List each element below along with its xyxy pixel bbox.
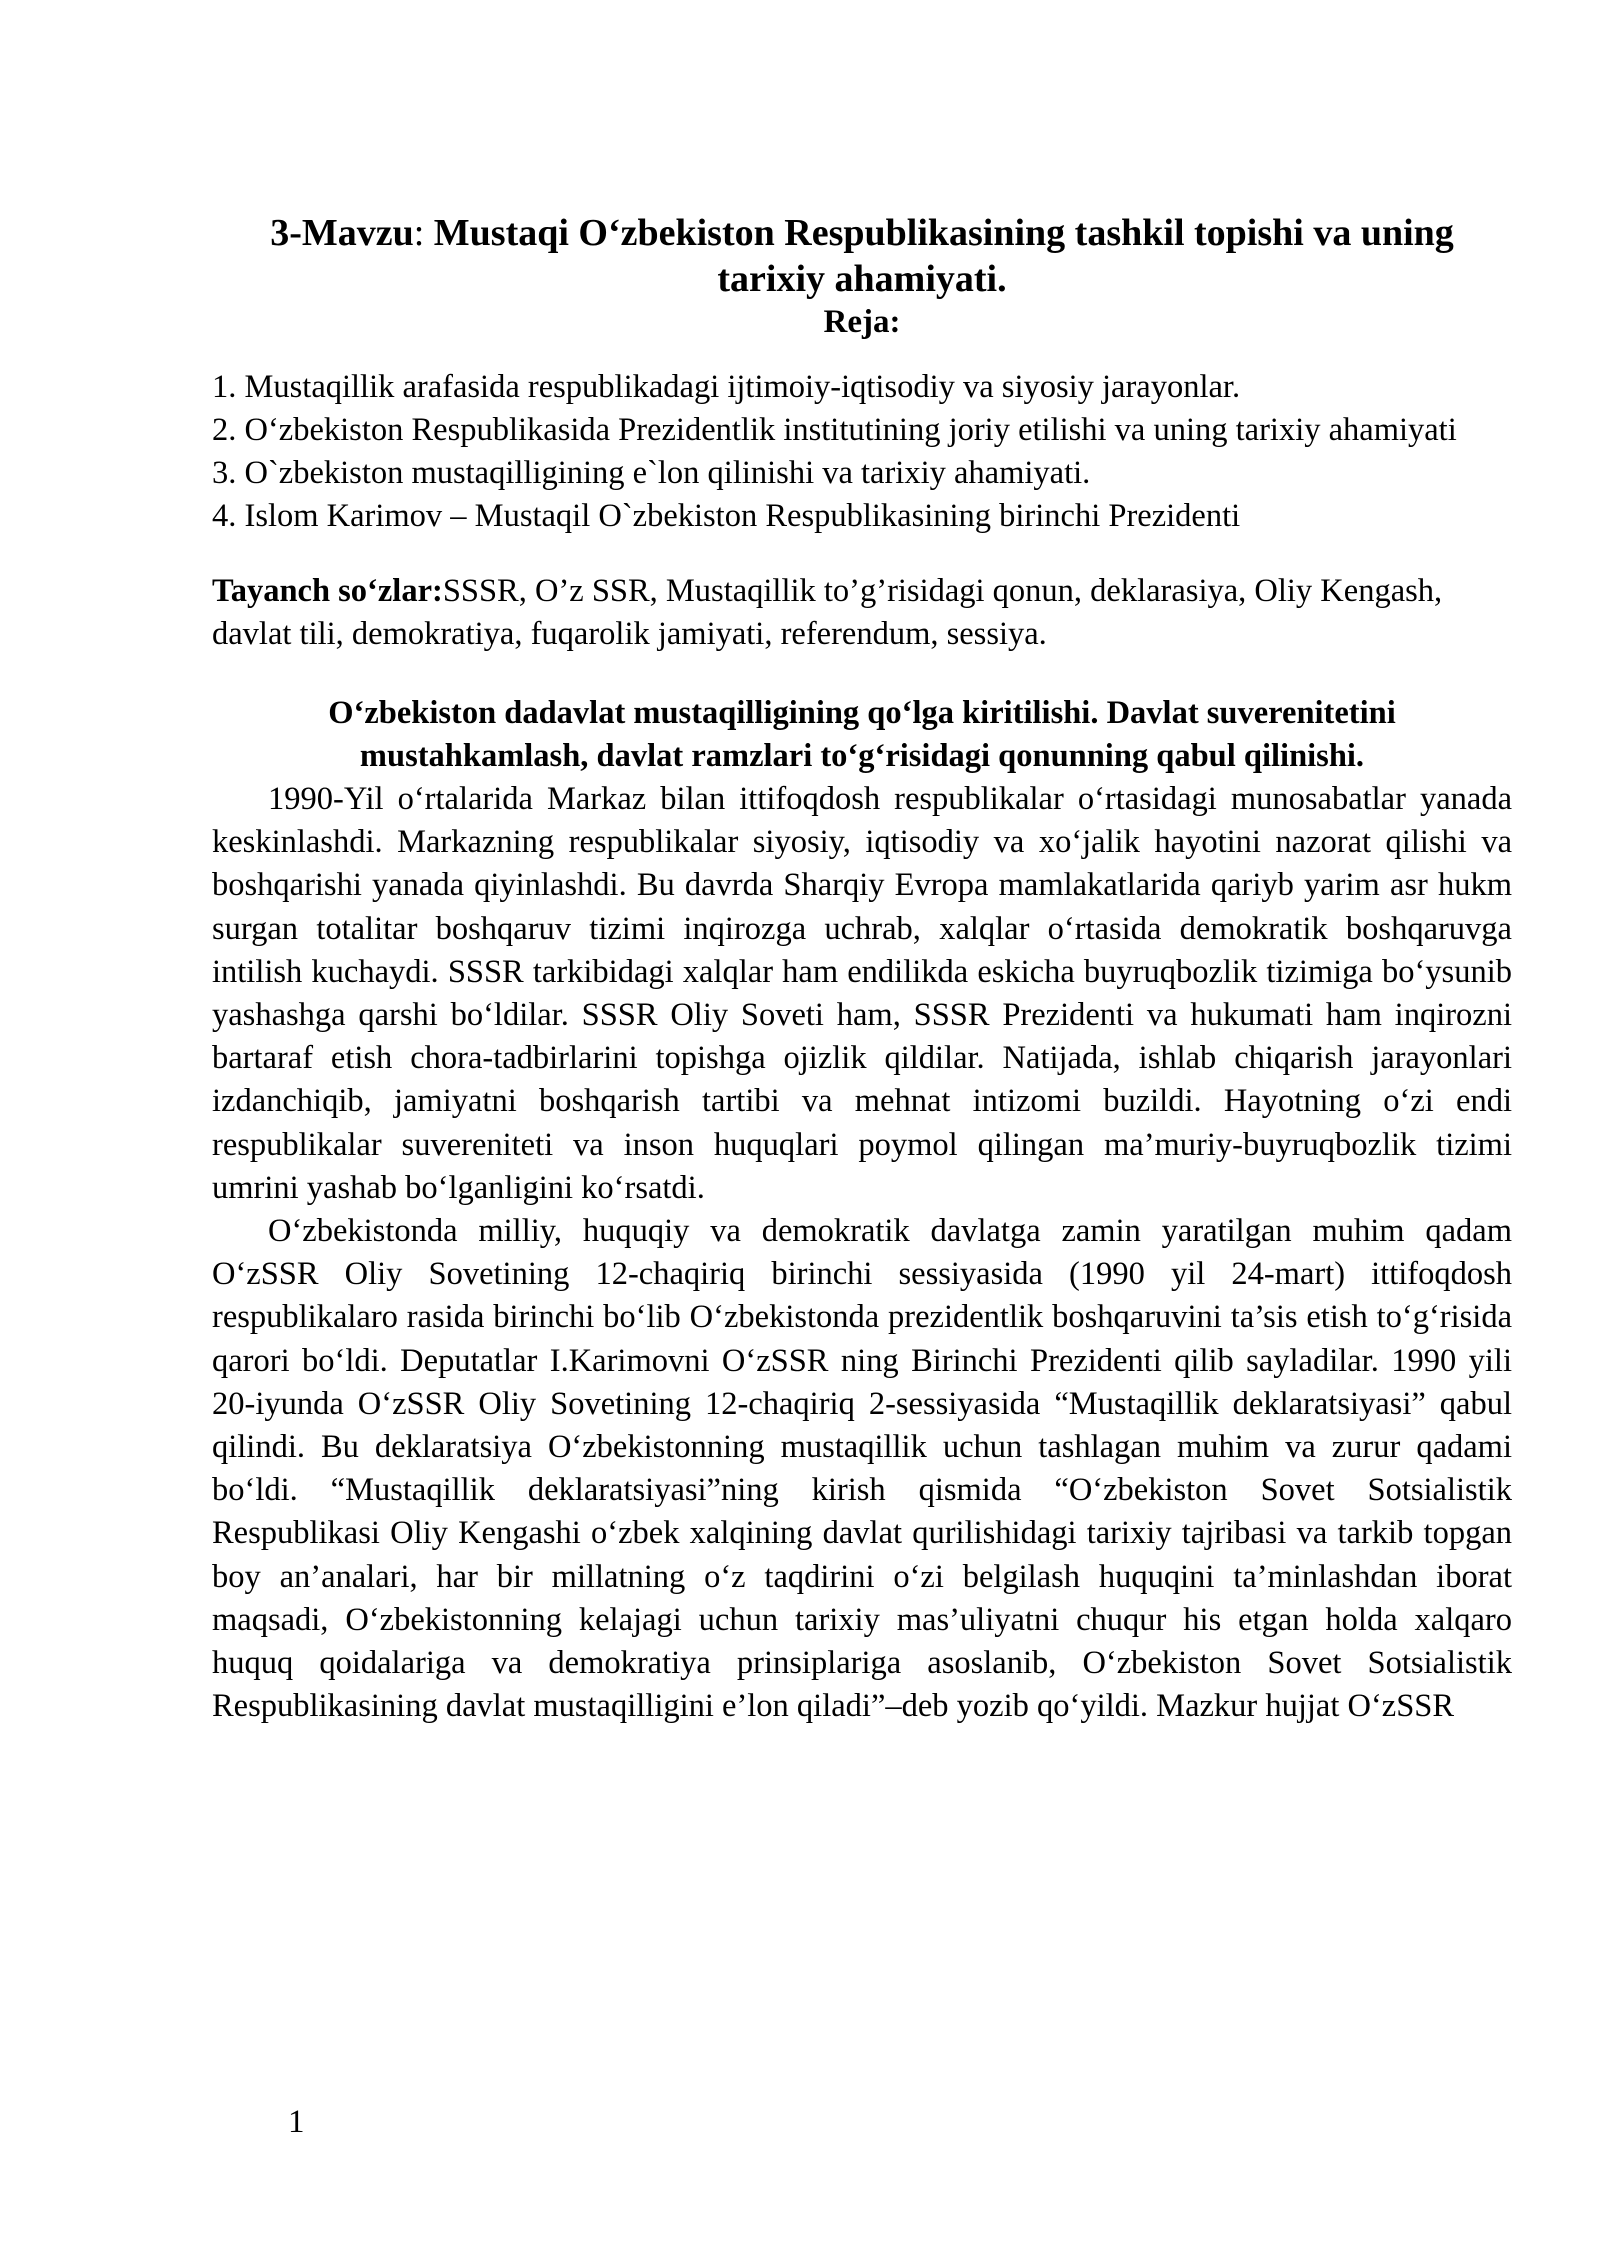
keywords-label: Tayanch so‘zlar: bbox=[212, 573, 443, 609]
keywords-text: SSSR, O’z SSR, Mustaqillik to’g’risidagi qonun, deklarasiya, Oliy Kengash, davlat tili, demokratiya, fuqarolik jamiyati, referendum, sessiya. bbox=[212, 573, 1443, 652]
plan-list bbox=[212, 366, 1512, 538]
plan-item-4: 4. Islom Karimov – Mustaqil O`zbekiston Respublikasining birinchi Prezidenti bbox=[212, 498, 1241, 534]
title-colon: : bbox=[413, 212, 425, 254]
body-paragraph-2: O‘zbekistonda milliy, huquqiy va demokratik davlatga zamin yaratilgan muhim qadam O‘zSSR Oliy Sovetining 12-chaqiriq birinchi sessiyasida (1990 yil 24-mart) ittifoqdosh respublikalaro rasida birinchi bo‘lib O‘zbekistonda prezidentlik boshqaruvini ta’sis etish to‘g‘risida qarori bo‘ldi. Deputatlar I.Karimovni O‘zSSR ning Birinchi Prezidenti qilib sayladilar. 1990 yili 20-iyunda O‘zSSR Oliy Sovetining 12-chaqiriq 2-sessiyasida “Mustaqillik deklaratsiyasi” qabul qilindi. Bu deklaratsiya O‘zbekistonning mustaqillik uchun tashlagan muhim va zurur qadami bo‘ldi. “Mustaqillik deklaratsiyasi”ning kirish qismida “O‘zbekiston Sovet Sotsialistik Respublikasi Oliy Kengashi o‘zbek xalqining davlat qurilishidagi tarixiy tajribasi va tarkib topgan boy an’analari, har bir millatning o‘z taqdirini o‘zi belgilash huquqini ta’minlashdan iborat maqsadi, O‘zbekistonning kelajagi uchun tarixiy mas’uliyatni chuqur his etgan holda xalqaro huquq qoidalariga va demokratiya prinsiplariga asoslanib, O‘zbekiston Sovet Sotsialistik Respublikasining davlat mustaqilligini e’lon qiladi”–deb yozib qo‘yildi. Mazkur hujjat O‘zSSR bbox=[212, 1213, 1512, 1725]
plan-item-2: 2. O‘zbekiston Respublikasida Prezidentlik institutining joriy etilishi va uning tarixiy ahamiyati bbox=[212, 412, 1457, 448]
keywords-paragraph bbox=[212, 570, 1512, 656]
page-title bbox=[212, 210, 1512, 302]
plan-heading: Reja: bbox=[823, 304, 901, 340]
title-text: Mustaqi O‘zbekiston Respublikasining tashkil topishi va uning tarixiy ahamiyati. bbox=[424, 212, 1454, 300]
body-paragraph-1: 1990-Yil o‘rtalarida Markaz bilan ittifoqdosh respublikalar o‘rtasidagi munosabatlar yanada keskinlashdi. Markazning respublikalar siyosiy, iqtisodiy va xo‘jalik hayotini nazorat qilishi va boshqarishi yanada qiyinlashdi. Bu davrda Sharqiy Evropa mamlakatlarida qariyb yarim asr hukm surgan totalitar boshqaruv tizimi inqirozga uchrab, xalqlar o‘rtasida demokratik boshqaruvga intilish kuchaydi. SSSR tarkibidagi xalqlar ham endilikda eskicha buyruqbozlik tizimiga bo‘ysunib yashashga qarshi bo‘ldilar. SSSR Oliy Soveti ham, SSSR Prezidenti va hukumati ham inqirozni bartaraf etish chora-tadbirlarini topishga ojizlik qildilar. Natijada, ishlab chiqarish jarayonlari izdanchiqib, jamiyatni boshqarish tartibi va mehnat intizomi buzildi. Hayotning o‘zi endi respublikalar suvereniteti va inson huquqlari poymol qilingan ma’muriy-buyruqbozlik tizimi umrini yashab bo‘lganligini ko‘rsatdi. bbox=[212, 781, 1512, 1206]
plan-item-1: 1. Mustaqillik arafasida respublikadagi ijtimoiy-iqtisodiy va siyosiy jarayonlar. bbox=[212, 369, 1241, 405]
plan-item-3: 3. O`zbekiston mustaqilligining e`lon qilinishi va tarixiy ahamiyati. bbox=[212, 455, 1091, 491]
page-number: 1 bbox=[288, 2104, 305, 2140]
page-content bbox=[212, 210, 1512, 1728]
title-prefix: 3-Mavzu bbox=[270, 212, 414, 254]
section-heading: O‘zbekiston dadavlat mustaqilligining qo‘lga kiritilishi. Davlat suverenitetini mustahkamlash, davlat ramzlari to‘g‘risidagi qonunning qabul qilinishi. bbox=[328, 695, 1396, 774]
